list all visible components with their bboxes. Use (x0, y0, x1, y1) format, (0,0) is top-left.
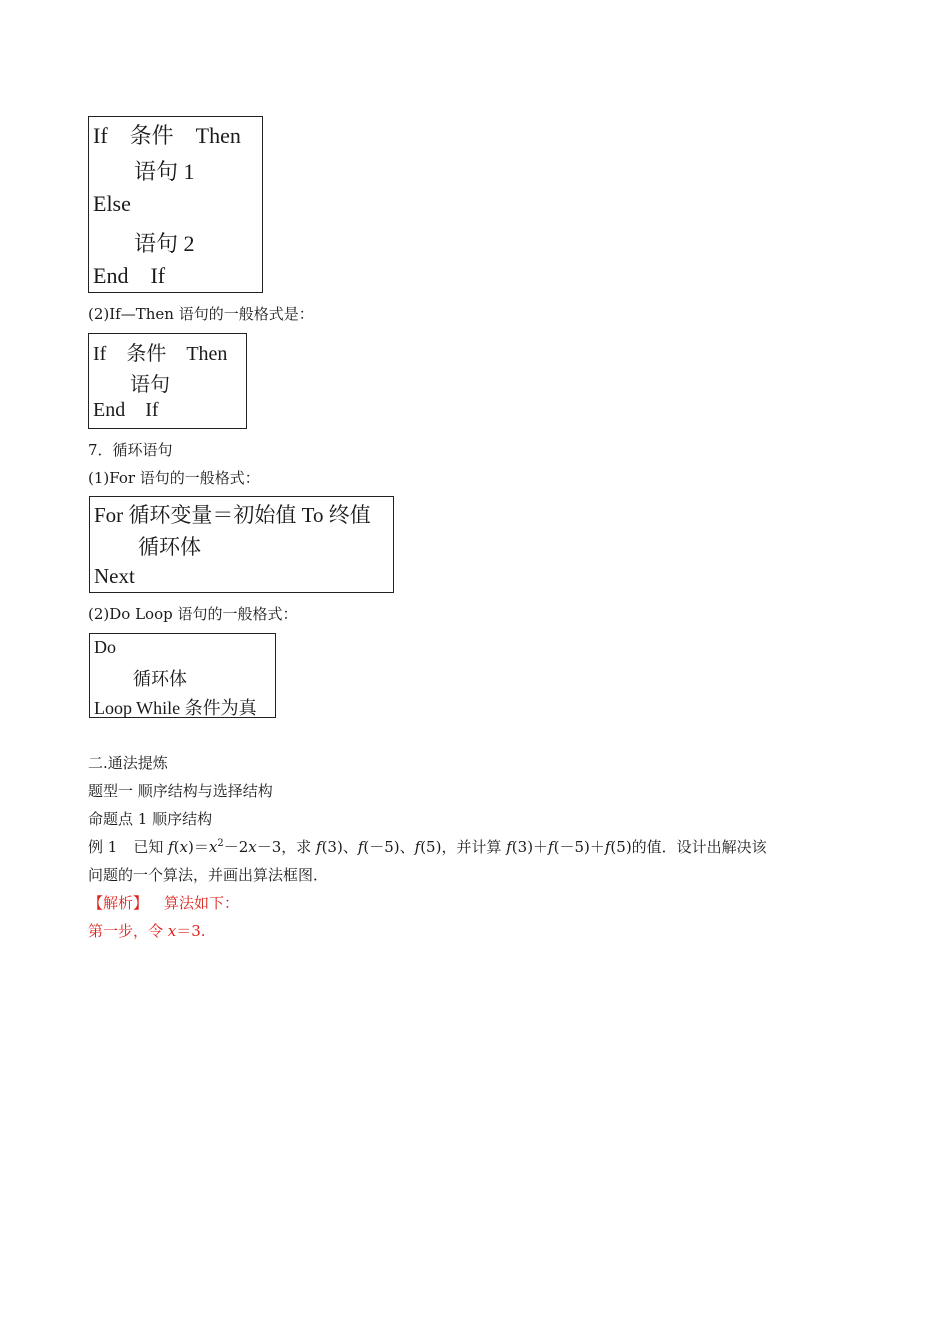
function-symbol: f (316, 838, 322, 856)
analysis-line (88, 892, 239, 913)
example-text: ( (173, 838, 180, 856)
code-line: If 条件 Then (93, 123, 241, 148)
code-line: Loop While 条件为真 (94, 698, 257, 718)
example-text: 已知 (133, 838, 169, 856)
variable-x: x (179, 838, 188, 856)
variable-x: x (167, 922, 177, 940)
example-text: (5)的值．设计出解决该 (610, 838, 767, 856)
if-then-label: (2)If—Then 语句的一般格式是： (88, 305, 314, 323)
variable-x: x (248, 838, 257, 856)
code-line: 语句 2 (134, 231, 195, 256)
topic-title: 命题点 1 顺序结构 (88, 810, 213, 828)
example-text: )＝ (187, 838, 209, 856)
loop-heading: 7．循环语句 (88, 441, 173, 459)
do-loop-label: (2)Do Loop 语句的一般格式： (88, 605, 298, 623)
code-line: Else (93, 191, 131, 216)
code-line: Next (94, 564, 135, 588)
example-text: －3，求 (256, 838, 317, 856)
code-line: End If (93, 399, 159, 421)
section-title: 二.通法提炼 (88, 754, 168, 772)
code-line: End If (93, 263, 166, 288)
analysis-tag: 【解析】 (88, 894, 149, 912)
code-line: 循环体 (138, 535, 201, 559)
function-symbol: f (168, 838, 174, 856)
example-text: (－5)、 (363, 838, 415, 856)
example-text: (3)＋ (511, 838, 549, 856)
example-label: 例 1 (88, 838, 118, 856)
for-format-box (89, 496, 394, 593)
code-line: If 条件 Then (93, 343, 228, 365)
example-text: (－5)＋ (553, 838, 605, 856)
example-text: (5)，并计算 (420, 838, 507, 856)
type-title: 题型一 顺序结构与选择结构 (88, 782, 273, 800)
step-text: 第一步，令 (88, 922, 168, 940)
do-loop-format-box (89, 633, 276, 718)
code-line: 循环体 (133, 669, 187, 689)
exponent: 2 (217, 838, 224, 849)
if-then-format-box (88, 333, 247, 429)
function-symbol: f (357, 838, 364, 856)
variable-x: x (208, 838, 218, 856)
example-1-line2: 问题的一个算法，并画出算法框图． (88, 866, 329, 884)
function-symbol: f (548, 838, 554, 856)
function-symbol: f (506, 838, 512, 856)
code-line: Do (94, 637, 116, 657)
code-line: 语句 (130, 374, 170, 396)
code-line: 语句 1 (134, 159, 195, 184)
function-symbol: f (414, 838, 421, 856)
code-line: For 循环变量＝初始值 To 终值 (94, 503, 371, 527)
example-1 (88, 836, 767, 857)
step-text: ＝3. (176, 922, 206, 940)
step-1 (88, 920, 206, 941)
example-text: －2 (223, 838, 249, 856)
for-label: (1)For 语句的一般格式： (88, 469, 260, 487)
example-text: (3)、 (321, 838, 358, 856)
function-symbol: f (604, 838, 611, 856)
if-else-format-box (88, 116, 263, 293)
analysis-text: 算法如下： (164, 894, 240, 912)
